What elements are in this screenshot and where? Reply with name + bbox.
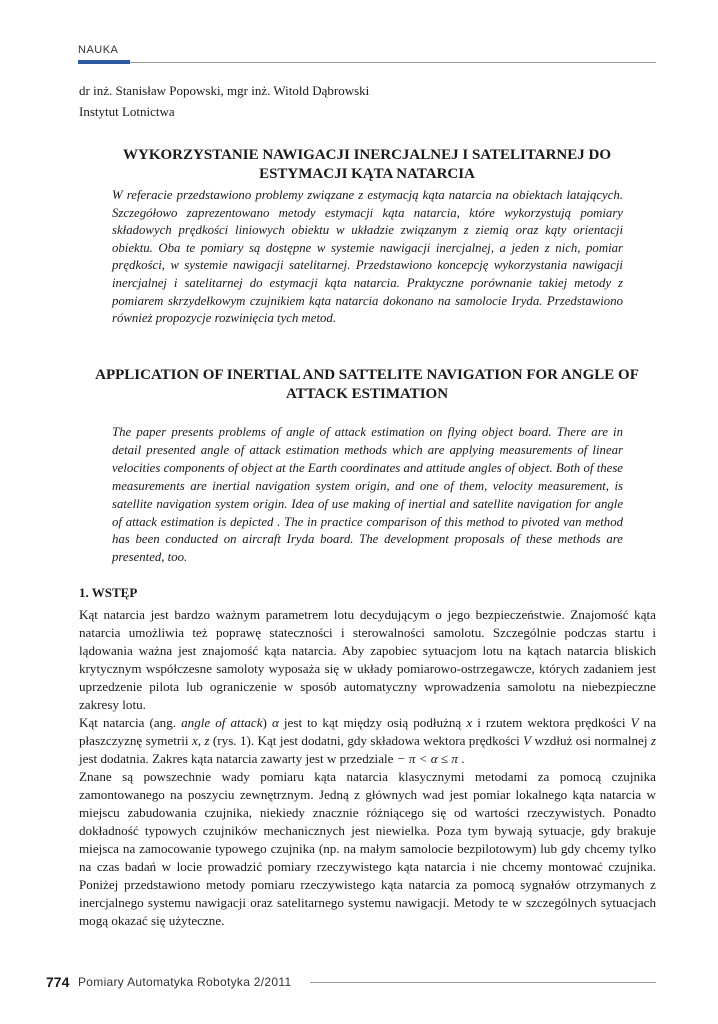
title-polish: WYKORZYSTANIE NAWIGACJI INERCJALNEJ I SATELITARNEJ DO ESTYMACJI KĄTA NATARCIA: [123, 147, 611, 182]
affiliation: Instytut Lotnictwa: [79, 104, 175, 119]
section-accent-bar: [78, 60, 130, 64]
paragraph-1: Kąt natarcia jest bardzo ważnym parametrem lotu decydującym o jego bezpieczeństwie. Znajomość kąta natarcia umożliwia też poprawę stateczności i sterowalności samolotu. Szczególnie podczas startu i lądowania ważna jest znajomość kąta natarcia. Aby zapobiec sytuacjom lotu na kątach natarcia bliskich krytycznym współczesne samoloty wyposaża się w układy pomiarowo-ostrzegawcze, których zadaniem jest uprzedzenie pilota lub ograniczenie w sposób automatyczny wprowadzenia samolotu na niebezpieczne zakresy lotu.: [79, 607, 656, 712]
header-divider: [130, 62, 656, 63]
authors: dr inż. Stanisław Popowski, mgr inż. Witold Dąbrowski: [79, 83, 370, 98]
page-number: 774: [46, 974, 70, 990]
body-text: [79, 606, 656, 930]
footer-divider: [310, 982, 656, 983]
section-label: NAUKA: [78, 44, 119, 56]
journal-name: Pomiary Automatyka Robotyka 2/2011: [78, 975, 292, 989]
section-heading: 1. WSTĘP: [79, 585, 138, 600]
abstract-polish: W referacie przedstawiono problemy związane z estymacją kąta natarcia na obiektach latających. Szczegółowo zaprezentowano metody estymacji kąta natarcia, które wykorzystują pomiary składowych prędkości liniowych obiektu w układzie związanym z ziemią oraz kąty orientacji obiektu. Oba te pomiary są dostępne w systemie nawigacji inercjalnej, a jeden z nich, pomiar prędkości, w systemie nawigacji satelitarnej. Przedstawiono koncepcję wykorzystania nawigacji inercjalnej i satelitarnej do estymacji kąta natarcia. Praktyczne porównanie takiej metody z pomiarem skrzydełkowym czujnikiem kąta natarcia dokonano na samolocie Iryda. Przedstawiono również propozycje rozwinięcia tych metod.: [112, 188, 623, 326]
paragraph-2: Kąt natarcia (ang. angle of attack) α jest to kąt między osią podłużną x i rzutem wektora prędkości V na płaszczyznę symetrii x, z (rys. 1). Kąt jest dodatni, gdy składowa wektora prędkości V wzdłuż osi normalnej z jest dodatnia. Zakres kąta natarcia zawarty jest w przedziale − π < α ≤ π .: [79, 715, 657, 766]
paragraph-3: Znane są powszechnie wady pomiaru kąta natarcia klasycznymi metodami za pomocą czujnika zamontowanego na poszyciu zewnętrznym. Jedną z głównych wad jest pomiar lokalnego kąta natarcia w miejscu zabudowania czujnika, niekiedy znacznie różniącego się od wartości rzeczywistych. Ponadto dokładność typowych czujników mechanicznych jest niewielka. Poza tym bywają sytuacje, gdy brakuje miejsca na zamocowanie typowego czujnika (np. na małym samolocie bezpilotowym) lub gdy chcemy tylko na czas badań w locie prowadzić pomiary rzeczywistego kąta natarcia i nie chcemy montować czujnika. Poniżej przedstawiono metody pomiaru rzeczywistego kąta natarcia za pomocą sygnałów otrzymanych z inercjalnego systemu nawigacji oraz satelitarnego systemu nawigacji. Metody te w szczególnych sytuacjach mogą okazać się użyteczne.: [79, 769, 656, 928]
title-english: APPLICATION OF INERTIAL AND SATTELITE NAVIGATION FOR ANGLE OF ATTACK ESTIMATION: [95, 367, 639, 402]
abstract-english: The paper presents problems of angle of attack estimation on flying object board. There are in detail presented angle of attack estimation methods which are applying measurements of linear velocities components of object at the Earth coordinates and attitude angles of object. Both of these measurements are inertial navigation system origin, and one of them, velocity measurement, is satellite navigation system origin. Idea of use making of inertial and satellite navigation for angle of attack estimation is depicted . The in practice comparison of this method to pivoted van method has been conducted on aircraft Iryda board. The development proposals of these methods are presented, too.: [112, 425, 623, 565]
